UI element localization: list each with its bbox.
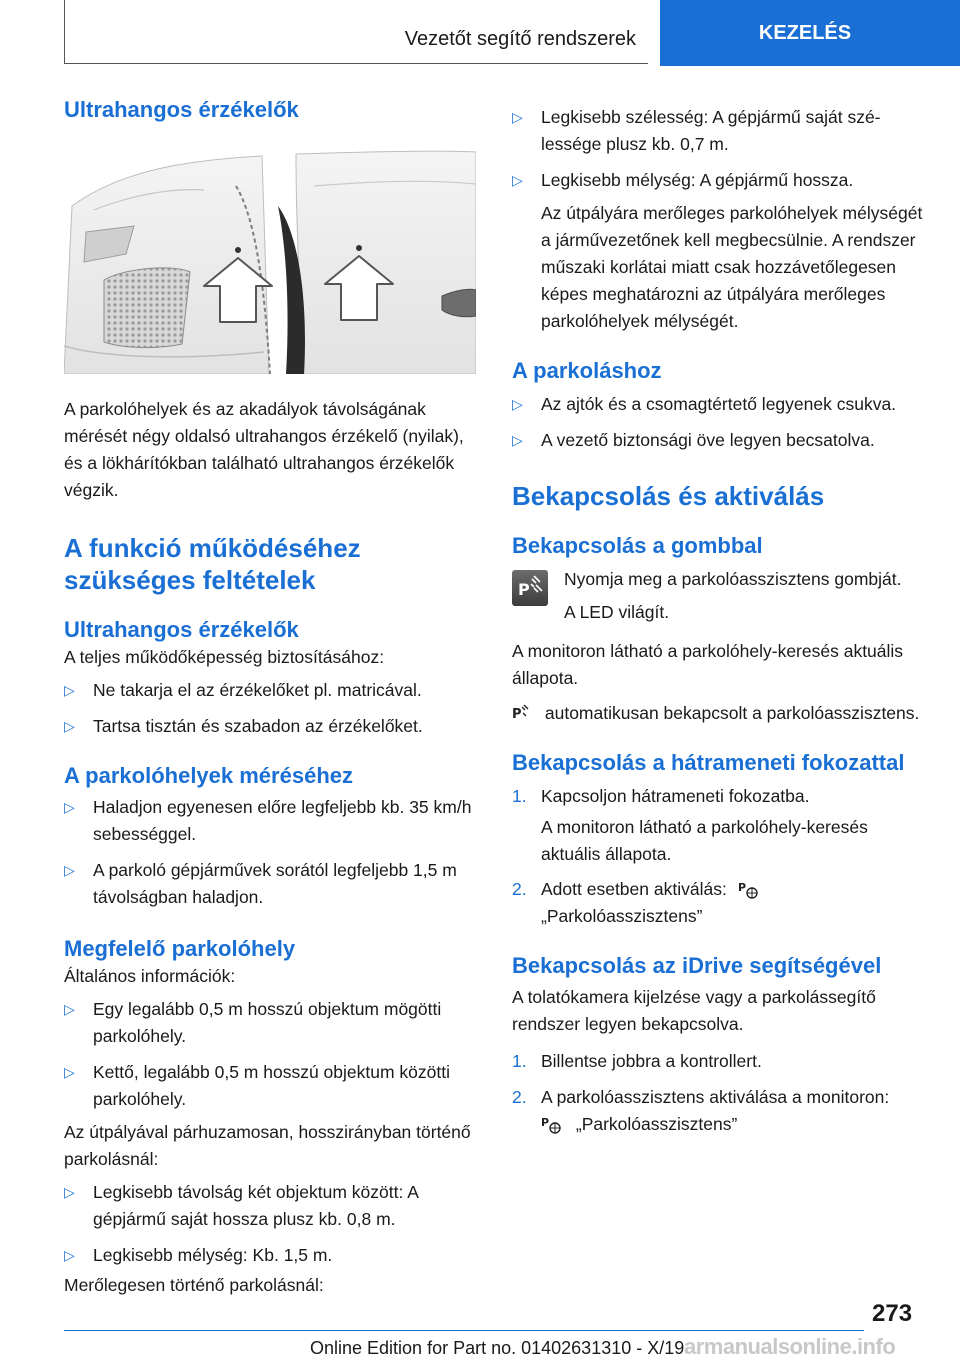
svg-text:P: P (541, 1116, 550, 1130)
parallel-list (64, 1179, 476, 1269)
list-item: ▷ A vezető biztonsági öve legyen becsatolva. (512, 427, 932, 454)
watermark: armanualsonline.info (684, 1334, 896, 1359)
car-bumper-illustration (64, 146, 476, 374)
heading-conditions: A funkció működéséhez szükséges feltételek (64, 533, 361, 595)
reverse-sub-2: „Parkolóasszisztens” (541, 906, 703, 926)
edition-text: Online Edition for Part no. 01402631310 - X/19 (310, 1338, 685, 1358)
list-item: ▷ Haladjon egyenesen előre legfeljebb kb. 35 km/h sebességgel. (64, 794, 476, 848)
perpendicular-note: Az útpályára merőleges parkolóhelyek mélységét a járművezetőnek kell megbecsülnie. A rendszer műszaki korlátai miatt csak hozzávetőlegesen képes meghatározni az útpályára merőleges parkolóhelyek mélységét. (541, 203, 923, 331)
triangle-bullet-icon: ▷ (512, 396, 523, 412)
right-column (512, 104, 932, 1138)
header-bottom-rule (64, 63, 648, 64)
perpendicular-list (512, 104, 932, 194)
list-item: ▷ Egy legalább 0,5 m hosszú objektum mögötti parkolóhely. (64, 996, 476, 1050)
svg-text:P: P (737, 881, 746, 895)
svg-text:P: P (518, 580, 530, 599)
triangle-bullet-icon: ▷ (512, 432, 523, 448)
reverse-steps (512, 783, 932, 810)
list-item: 2. Adott esetben aktiválás: P (512, 876, 932, 903)
reverse-sub-1: A monitoron látható a parkolóhely-keresés aktuális állapota. (541, 817, 868, 864)
triangle-bullet-icon: ▷ (64, 682, 75, 698)
list-item: 1. Kapcsoljon hátrameneti fokozatba. (512, 786, 810, 806)
parking-assistant-symbol-icon (512, 704, 534, 724)
triangle-bullet-icon: ▷ (64, 799, 75, 815)
heading-reverse-activation: Bekapcsolás a hátrameneti fokozattal (512, 750, 905, 775)
ultra2-intro: A teljes működőképesség biztosításához: (64, 647, 385, 667)
list-item: ▷ A parkoló gépjárművek sorától legfeljebb 1,5 m távolságban haladjon. (64, 857, 476, 911)
header-left-rule (64, 0, 65, 64)
car-sensor-figure (64, 146, 476, 374)
list-item: ▷ Legkisebb szélesség: A gépjármű saját szélessége plusz kb. 0,7 m. (512, 104, 932, 158)
heading-ultrasonic-sensors: Ultrahangos érzékelők (64, 97, 299, 122)
idrive-paragraph: A tolatókamera kijelzése vagy a parkolássegítő rendszer legyen bekapcsolva. (512, 987, 876, 1034)
parking-assistant-symbol-icon (541, 1115, 563, 1135)
list-item: ▷ Ne takarja el az érzékelőket pl. matricával. (64, 677, 476, 704)
suitable-intro: Általános információk: (64, 966, 236, 986)
page-number: 273 (872, 1300, 913, 1327)
list-item: ▷ Az ajtók és a csomagtértető legyenek csukva. (512, 391, 932, 418)
idrive-steps (512, 1048, 932, 1111)
triangle-bullet-icon: ▷ (64, 1064, 75, 1080)
list-item: 2. A parkolóasszisztens aktiválása a monitoron: (512, 1087, 890, 1107)
heading-measuring: A parkolóhelyek méréséhez (64, 763, 353, 788)
triangle-bullet-icon: ▷ (64, 1184, 75, 1200)
ultra2-list (64, 677, 476, 740)
parking-assistant-symbol-icon (738, 880, 760, 900)
idrive-sub-2: P „Parkolóasszisztens” (541, 1114, 738, 1134)
measuring-list (64, 794, 476, 911)
suitable-list (64, 996, 476, 1113)
triangle-bullet-icon: ▷ (64, 1001, 75, 1017)
perpendicular-intro: Merőlegesen történő parkolásnál: (64, 1275, 324, 1295)
list-item: ▷ Legkisebb mélység: A gépjármű hossza. (512, 167, 932, 194)
heading-suitable-space: Megfelelő parkolóhely (64, 936, 296, 961)
button-activation-block (512, 566, 932, 626)
heading-idrive-activation: Bekapcsolás az iDrive segítségével (512, 953, 882, 978)
list-item: ▷ Legkisebb távolság két objektum között: A gépjármű saját hossza plusz kb. 0,8 m. (64, 1179, 476, 1233)
list-item: ▷ Legkisebb mélység: Kb. 1,5 m. (64, 1242, 476, 1269)
led-status: A LED világít. (564, 602, 670, 622)
intro-paragraph: A parkolóhelyek és az akadályok távolságának mérését négy oldalsó ultrahangos érzékelő (nyilak), és a lökhárítókban található ultrahangos érzékelők végzik. (64, 399, 464, 500)
triangle-bullet-icon: ▷ (64, 1247, 75, 1263)
auto-activated-paragraph: P automatikusan bekapcsolt a parkolóasszisztens. (512, 703, 920, 723)
list-item: ▷ Tartsa tisztán és szabadon az érzékelőket. (64, 713, 476, 740)
footer-rule (64, 1330, 864, 1331)
park-assist-button-icon (512, 570, 548, 606)
chapter-tab[interactable] (660, 0, 960, 66)
section-title: Vezetőt segítő rendszerek (404, 28, 636, 50)
triangle-bullet-icon: ▷ (64, 862, 75, 878)
parking-list (512, 391, 932, 454)
heading-button-activation: Bekapcsolás a gombbal (512, 533, 763, 558)
monitor-status-paragraph: A monitoron látható a parkolóhely-keresés aktuális állapota. (512, 641, 904, 688)
parallel-intro: Az útpályával párhuzamosan, hosszirányban történő parkolásnál: (64, 1122, 471, 1169)
heading-for-parking: A parkoláshoz (512, 358, 662, 383)
heading-activation: Bekapcsolás és aktiválás (512, 481, 825, 511)
svg-text:P: P (512, 707, 522, 723)
list-item: ▷ Kettő, legalább 0,5 m hosszú objektum közötti parkolóhely. (64, 1059, 476, 1113)
chapter-tab-label: KEZELÉS (758, 21, 852, 44)
heading-ultrasonic-sensors-2: Ultrahangos érzékelők (64, 617, 299, 642)
triangle-bullet-icon: ▷ (512, 109, 523, 125)
left-column (64, 96, 476, 1299)
button-instruction: Nyomja meg a parkolóasszisztens gombját. (564, 569, 902, 589)
list-item: 1. Billentse jobbra a kontrollert. (512, 1051, 762, 1071)
reverse-steps-2 (512, 876, 932, 903)
triangle-bullet-icon: ▷ (512, 172, 523, 188)
triangle-bullet-icon: ▷ (64, 718, 75, 734)
